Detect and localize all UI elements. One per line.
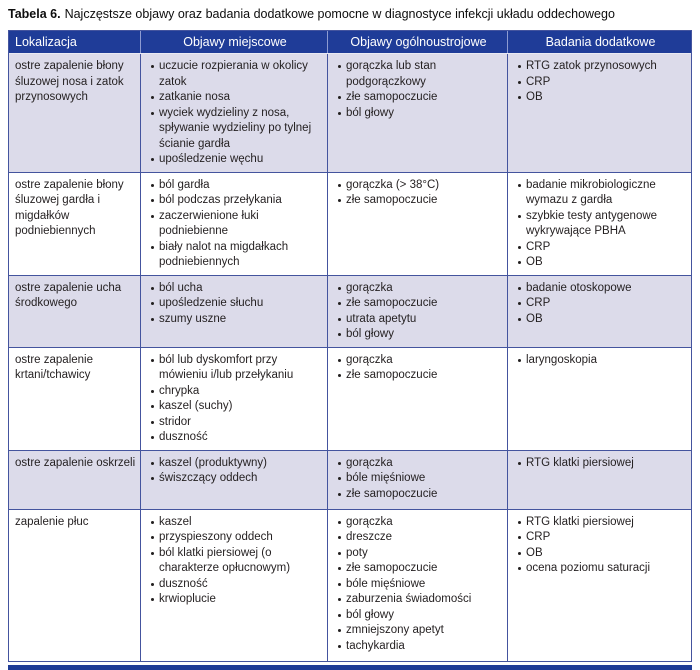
bullet-text: złe samopoczucie bbox=[346, 297, 438, 309]
bullet-text: ból podczas przełykania bbox=[159, 194, 282, 206]
bullet-text: RTG klatki piersiowej bbox=[526, 456, 634, 469]
bullet-item bbox=[147, 530, 324, 546]
bullet-item bbox=[334, 546, 504, 562]
bullet-dot-icon bbox=[518, 246, 521, 249]
bullet-dot-icon bbox=[518, 184, 521, 187]
bullet-dot-icon bbox=[151, 477, 154, 480]
cell-objawy-ogolnoustrojowe bbox=[327, 54, 507, 172]
bullet-dot-icon bbox=[518, 462, 521, 465]
bullet-item bbox=[514, 240, 688, 256]
bullet-dot-icon bbox=[338, 112, 341, 115]
cell-badania-dodatkowe bbox=[507, 348, 691, 450]
bullet-item bbox=[334, 296, 504, 312]
bullet-item bbox=[334, 106, 504, 122]
bullet-dot-icon bbox=[151, 390, 154, 393]
bullet-item bbox=[334, 515, 504, 531]
cell-objawy-ogolnoustrojowe bbox=[327, 451, 507, 509]
column-header-objawy-ogolnoustrojowe: Objawy ogólnoustrojowe bbox=[327, 31, 507, 53]
bullet-item bbox=[147, 90, 324, 106]
bullet-text: gorączka lub stan podgorączkowy bbox=[346, 60, 437, 88]
bullet-text: kaszel (produktywny) bbox=[159, 456, 268, 469]
bullet-dot-icon bbox=[518, 215, 521, 218]
bullet-item bbox=[334, 592, 504, 608]
bullet-item bbox=[514, 209, 688, 240]
cell-badania-dodatkowe bbox=[507, 510, 691, 661]
bullet-item bbox=[334, 456, 504, 472]
bullet-text: upośledzenie słuchu bbox=[159, 297, 264, 309]
table-row bbox=[9, 450, 691, 509]
bullet-dot-icon bbox=[338, 552, 341, 555]
cell-lokalizacja bbox=[9, 173, 140, 275]
bullet-text: zmniejszony apetyt bbox=[346, 624, 444, 636]
bullet-item bbox=[147, 178, 324, 194]
bullet-text: przyspieszony oddech bbox=[159, 531, 273, 543]
bullet-item bbox=[514, 456, 688, 472]
bullet-text: dreszcze bbox=[346, 531, 393, 543]
bullet-text: CRP bbox=[526, 240, 551, 253]
bullet-item bbox=[147, 384, 324, 400]
bullet-text: poty bbox=[346, 546, 368, 559]
bullet-text: badanie otoskopowe bbox=[526, 281, 632, 294]
table-row bbox=[9, 347, 691, 450]
bullet-item bbox=[147, 209, 324, 240]
bullet-text: krwioplucie bbox=[159, 593, 216, 605]
bullet-item bbox=[147, 281, 324, 297]
bullet-text: biały nalot na migdałkach podniebiennych bbox=[159, 240, 289, 268]
bullet-dot-icon bbox=[338, 567, 341, 570]
bullet-text: laryngoskopia bbox=[526, 353, 597, 366]
cell-objawy-miejscowe bbox=[140, 54, 327, 172]
bullet-text: RTG zatok przynosowych bbox=[526, 60, 657, 72]
bullet-item bbox=[514, 178, 688, 209]
cell-objawy-ogolnoustrojowe bbox=[327, 510, 507, 661]
bullet-item bbox=[147, 577, 324, 593]
bullet-item bbox=[514, 281, 688, 297]
bullet-dot-icon bbox=[338, 493, 341, 496]
bullet-dot-icon bbox=[518, 521, 521, 524]
bullet-text: OB bbox=[526, 256, 543, 268]
bullet-text: złe samopoczucie bbox=[346, 487, 438, 500]
bullet-dot-icon bbox=[518, 359, 521, 362]
bullet-text: zaczerwienione łuki podniebienne bbox=[159, 209, 259, 237]
bullet-item bbox=[334, 471, 504, 487]
cell-objawy-miejscowe bbox=[140, 510, 327, 661]
cell-objawy-ogolnoustrojowe bbox=[327, 348, 507, 450]
cell-badania-dodatkowe bbox=[507, 54, 691, 172]
bullet-dot-icon bbox=[518, 567, 521, 570]
bullet-text: bóle mięśniowe bbox=[346, 577, 426, 590]
bullet-text: złe samopoczucie bbox=[346, 369, 438, 381]
lokalizacja-text: ostre zapalenie błony śluzowej nosa i zatok przynosowych bbox=[15, 60, 124, 103]
bullet-item bbox=[147, 399, 324, 415]
bullet-item bbox=[334, 487, 504, 503]
bullet-dot-icon bbox=[151, 246, 154, 249]
bullet-item bbox=[147, 152, 324, 168]
bullet-item bbox=[147, 353, 324, 384]
table-row bbox=[9, 275, 691, 347]
bullet-dot-icon bbox=[151, 462, 154, 465]
bullet-item bbox=[334, 561, 504, 577]
bullet-item bbox=[334, 608, 504, 624]
bullet-text: OB bbox=[526, 546, 543, 559]
bullet-text: bóle mięśniowe bbox=[346, 472, 426, 484]
bullet-dot-icon bbox=[338, 645, 341, 648]
table-caption-label: Tabela 6. bbox=[8, 7, 61, 21]
cell-badania-dodatkowe bbox=[507, 451, 691, 509]
bullet-text: zaburzenia świadomości bbox=[346, 593, 472, 605]
bullet-item bbox=[147, 312, 324, 328]
column-header-badania-dodatkowe: Badania dodatkowe bbox=[507, 31, 691, 53]
bullet-text: chrypka bbox=[159, 384, 200, 397]
table-row bbox=[9, 54, 691, 172]
bullet-item bbox=[147, 471, 324, 487]
lokalizacja-text: zapalenie płuc bbox=[15, 515, 89, 528]
bullet-text: duszność bbox=[159, 431, 208, 443]
bullet-dot-icon bbox=[338, 302, 341, 305]
bullet-text: ból klatki piersiowej (o charakterze opłucnowym) bbox=[159, 546, 291, 574]
bullet-item bbox=[147, 193, 324, 209]
bullet-text: kaszel bbox=[159, 515, 192, 528]
bullet-item bbox=[334, 90, 504, 106]
bullet-dot-icon bbox=[151, 359, 154, 362]
bullet-dot-icon bbox=[338, 536, 341, 539]
cell-objawy-ogolnoustrojowe bbox=[327, 276, 507, 347]
bullet-text: OB bbox=[526, 91, 543, 103]
bottom-rule bbox=[8, 665, 692, 670]
bullet-dot-icon bbox=[518, 96, 521, 99]
cell-badania-dodatkowe bbox=[507, 276, 691, 347]
bullet-text: ból gardła bbox=[159, 178, 210, 191]
bullet-item bbox=[147, 415, 324, 431]
bullet-dot-icon bbox=[151, 521, 154, 524]
bullet-item bbox=[334, 59, 504, 90]
bullet-item bbox=[334, 193, 504, 209]
bullet-text: zatkanie nosa bbox=[159, 91, 230, 103]
bullet-text: badanie mikrobiologiczne wymazu z gardła bbox=[526, 178, 656, 206]
bullet-dot-icon bbox=[151, 405, 154, 408]
diagnostics-table bbox=[8, 30, 692, 662]
cell-objawy-ogolnoustrojowe bbox=[327, 173, 507, 275]
bullet-dot-icon bbox=[151, 112, 154, 115]
bullet-item bbox=[334, 281, 504, 297]
bullet-item bbox=[514, 59, 688, 75]
bullet-dot-icon bbox=[151, 421, 154, 424]
bullet-text: ból ucha bbox=[159, 281, 203, 294]
bullet-dot-icon bbox=[151, 287, 154, 290]
bullet-dot-icon bbox=[151, 436, 154, 439]
bullet-item bbox=[514, 312, 688, 328]
lokalizacja-text: ostre zapalenie błony śluzowej gardła i migdałków podniebiennych bbox=[15, 178, 124, 237]
bullet-item bbox=[147, 240, 324, 271]
table-body bbox=[9, 54, 691, 661]
lokalizacja-text: ostre zapalenie krtani/tchawicy bbox=[15, 353, 93, 381]
cell-lokalizacja bbox=[9, 54, 140, 172]
column-header-objawy-miejscowe: Objawy miejscowe bbox=[140, 31, 327, 53]
bullet-dot-icon bbox=[338, 521, 341, 524]
bullet-text: CRP bbox=[526, 531, 551, 543]
bullet-dot-icon bbox=[151, 199, 154, 202]
bullet-text: złe samopoczucie bbox=[346, 562, 438, 574]
bullet-dot-icon bbox=[518, 318, 521, 321]
cell-lokalizacja bbox=[9, 276, 140, 347]
bullet-text: szybkie testy antygenowe wykrywające PBHA bbox=[526, 209, 658, 237]
bullet-dot-icon bbox=[518, 536, 521, 539]
bullet-dot-icon bbox=[518, 81, 521, 84]
bullet-dot-icon bbox=[518, 287, 521, 290]
bullet-item bbox=[514, 75, 688, 91]
bullet-text: ból lub dyskomfort przy mówieniu i/lub przełykaniu bbox=[159, 353, 294, 381]
bullet-text: CRP bbox=[526, 75, 551, 88]
bullet-text: uczucie rozpierania w okolicy zatok bbox=[159, 60, 308, 88]
bullet-text: kaszel (suchy) bbox=[159, 400, 233, 412]
bullet-text: ocena poziomu saturacji bbox=[526, 562, 651, 574]
cell-badania-dodatkowe bbox=[507, 173, 691, 275]
bullet-text: RTG klatki piersiowej bbox=[526, 515, 634, 528]
table-caption-text: Najczęstsze objawy oraz badania dodatkowe pomocne w diagnostyce infekcji układu oddechowego bbox=[64, 7, 615, 21]
bullet-dot-icon bbox=[518, 552, 521, 555]
bullet-text: gorączka bbox=[346, 456, 393, 469]
bullet-dot-icon bbox=[518, 65, 521, 68]
bullet-dot-icon bbox=[338, 287, 341, 290]
cell-objawy-miejscowe bbox=[140, 276, 327, 347]
bullet-text: utrata apetytu bbox=[346, 312, 417, 325]
bullet-item bbox=[514, 515, 688, 531]
bullet-dot-icon bbox=[151, 536, 154, 539]
cell-lokalizacja bbox=[9, 451, 140, 509]
bullet-dot-icon bbox=[151, 552, 154, 555]
bullet-item bbox=[514, 530, 688, 546]
bullet-item bbox=[334, 639, 504, 655]
bullet-text: ból głowy bbox=[346, 106, 394, 119]
bullet-text: duszność bbox=[159, 577, 208, 590]
bullet-text: CRP bbox=[526, 297, 551, 309]
bullet-item bbox=[147, 59, 324, 90]
bullet-text: złe samopoczucie bbox=[346, 194, 438, 206]
bullet-item bbox=[334, 353, 504, 369]
cell-objawy-miejscowe bbox=[140, 451, 327, 509]
lokalizacja-text: ostre zapalenie ucha środkowego bbox=[15, 281, 122, 309]
bullet-dot-icon bbox=[338, 199, 341, 202]
bullet-item bbox=[147, 430, 324, 446]
bullet-dot-icon bbox=[338, 318, 341, 321]
bullet-dot-icon bbox=[151, 158, 154, 161]
bullet-text: gorączka (> 38°C) bbox=[346, 178, 440, 191]
lokalizacja-text: ostre zapalenie oskrzeli bbox=[15, 456, 136, 469]
bullet-text: świszczący oddech bbox=[159, 472, 258, 484]
cell-objawy-miejscowe bbox=[140, 173, 327, 275]
bullet-text: wyciek wydzieliny z nosa, spływanie wydzieliny po tylnej ścianie gardła bbox=[159, 106, 312, 150]
cell-lokalizacja bbox=[9, 510, 140, 661]
bullet-dot-icon bbox=[518, 302, 521, 305]
bullet-text: upośledzenie węchu bbox=[159, 153, 264, 165]
bullet-dot-icon bbox=[338, 598, 341, 601]
bullet-text: złe samopoczucie bbox=[346, 91, 438, 103]
bullet-item bbox=[514, 546, 688, 562]
bullet-dot-icon bbox=[338, 629, 341, 632]
bullet-item bbox=[147, 515, 324, 531]
bullet-item bbox=[147, 456, 324, 472]
bullet-item bbox=[334, 368, 504, 384]
bullet-text: gorączka bbox=[346, 353, 393, 366]
bullet-dot-icon bbox=[338, 333, 341, 336]
bullet-item bbox=[147, 296, 324, 312]
bullet-item bbox=[514, 296, 688, 312]
table-row bbox=[9, 172, 691, 275]
bullet-text: OB bbox=[526, 312, 543, 325]
bullet-dot-icon bbox=[338, 374, 341, 377]
bullet-text: gorączka bbox=[346, 515, 393, 528]
bullet-dot-icon bbox=[151, 184, 154, 187]
column-header-lokalizacja: Lokalizacja bbox=[15, 35, 77, 49]
bullet-dot-icon bbox=[338, 359, 341, 362]
table-header-row bbox=[9, 31, 691, 54]
table-row bbox=[9, 509, 691, 661]
bullet-item bbox=[334, 530, 504, 546]
bullet-item bbox=[334, 178, 504, 194]
bullet-item bbox=[334, 327, 504, 343]
bullet-item bbox=[147, 546, 324, 577]
bullet-dot-icon bbox=[151, 598, 154, 601]
bullet-dot-icon bbox=[338, 184, 341, 187]
bullet-dot-icon bbox=[338, 462, 341, 465]
bullet-dot-icon bbox=[151, 215, 154, 218]
bullet-item bbox=[334, 312, 504, 328]
bullet-item bbox=[147, 106, 324, 153]
cell-lokalizacja bbox=[9, 348, 140, 450]
bullet-dot-icon bbox=[338, 614, 341, 617]
bullet-text: ból głowy bbox=[346, 328, 394, 340]
bullet-text: stridor bbox=[159, 415, 191, 428]
bullet-text: gorączka bbox=[346, 281, 393, 294]
bullet-text: ból głowy bbox=[346, 608, 394, 621]
bullet-dot-icon bbox=[338, 96, 341, 99]
bullet-dot-icon bbox=[151, 318, 154, 321]
bullet-dot-icon bbox=[338, 583, 341, 586]
cell-objawy-miejscowe bbox=[140, 348, 327, 450]
bullet-dot-icon bbox=[518, 261, 521, 264]
bullet-item bbox=[514, 561, 688, 577]
bullet-item bbox=[334, 623, 504, 639]
bullet-dot-icon bbox=[151, 96, 154, 99]
bullet-dot-icon bbox=[151, 65, 154, 68]
bullet-dot-icon bbox=[151, 302, 154, 305]
bullet-text: szumy uszne bbox=[159, 312, 227, 325]
bullet-text: tachykardia bbox=[346, 639, 405, 652]
bullet-item bbox=[514, 255, 688, 271]
table-caption bbox=[8, 6, 692, 22]
bullet-item bbox=[334, 577, 504, 593]
bullet-dot-icon bbox=[151, 583, 154, 586]
bullet-item bbox=[147, 592, 324, 608]
bullet-dot-icon bbox=[338, 477, 341, 480]
bullet-dot-icon bbox=[338, 65, 341, 68]
bullet-item bbox=[514, 90, 688, 106]
bullet-item bbox=[514, 353, 688, 369]
